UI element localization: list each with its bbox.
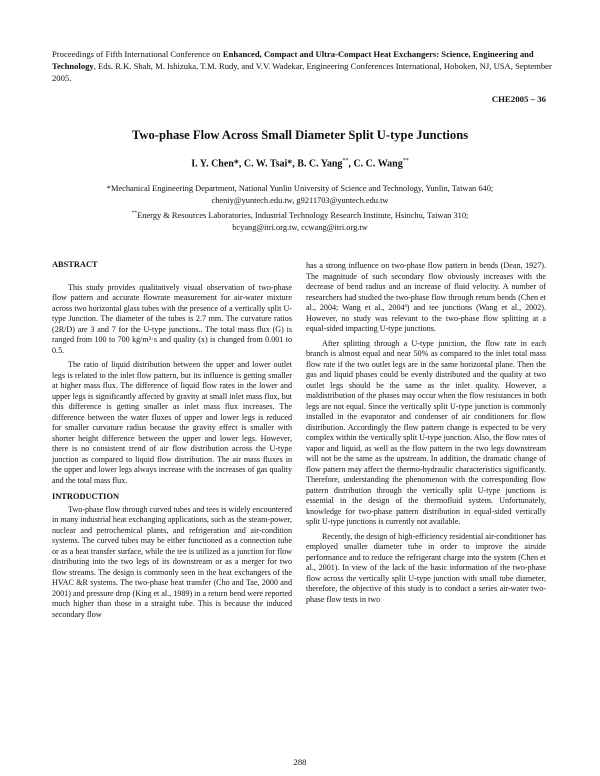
abstract-heading: ABSTRACT (52, 260, 98, 269)
right-column (306, 261, 546, 605)
author-mark-1: ** (342, 158, 349, 164)
proceedings-header (52, 48, 552, 85)
paper-code: CHE2005 – 36 (491, 94, 546, 104)
affiliations (70, 183, 530, 234)
introduction-heading: INTRODUCTION (52, 492, 120, 501)
affiliation-2-text: Energy & Resources Laboratories, Industrial Technology Research Institute, Hsinchu, Taiwan 310; (137, 210, 469, 220)
introduction-paragraph-3: Recently, the design of high-efficiency residential air-conditioner has employed smaller diameter tube in order to improve the airside performance and to reduce the refrigerant charge into the system (Chen et al., 2001). In view of the lack of the basic information of the two-phase flow across the vertically split U-type junction with small tube diameter, therefore, the objective of this study is to conduct a series air-water two-phase flow tests in two (306, 531, 546, 604)
introduction-paragraph-1-continued: has a strong influence on two-phase flow pattern in bends (Dean, 1927). The magnitude of such secondary flow obviously increases with the decrease of bend radius and an increase of fluid velocity. A number of researchers had studied the two-phase flow through return bends (Chen et al., 2004; Wang et al., 2004ª) and tee junctions (Wang et al., 2002). However, no study was relevant to the two-phase flow splitting at a equal-sided impacting U-type junctions. (306, 261, 546, 333)
authors-part-2: , C. C. Wang (348, 158, 403, 170)
introduction-paragraph-1: Two-phase flow through curved tubes and tees is widely encountered in many industrial heat exchanging applications, such as the steam-power, nuclear and petrochemical plants, and refrigeration and air-condition systems. The curved tubes may be either functioned as a connection tube or as a heat transfer surface, while the tee is utilized as a junction for flow distributing into the two legs of its downstream or as a merger for two flow streams. The design is commonly seen in the heat exchangers of the HVAC &R systems. The two-phase heat transfer (Cho and Tae, 2000 and 2001) and pressure drop (King et al., 1989) in a return bend were reported much higher than those in a straight tube. This is because the induced secondary flow (52, 504, 292, 619)
authors-part-1: I. Y. Chen*, C. W. Tsai*, B. C. Yang (191, 158, 343, 170)
abstract-paragraph-1: This study provides qualitatively visual observation of two-phase flow pattern and accurate flowrate measurement for air-water mixture across two horizontal glass tubes with the presence of a vertically split U-type Junction. The diameter of the tubes is 2.7 mm. The curvature ratios (2R/D) are 3 and 7 for the U-type junctions.. The total mass flux (G) is ranged from 100 to 700 kg/m²·s and quality (x) is changed from 0.001 to 0.5. (52, 282, 292, 355)
author-mark-2: ** (402, 158, 409, 164)
paper-title: Two-phase Flow Across Small Diameter Split U-type Junctions (131, 128, 469, 142)
left-column (52, 260, 292, 620)
affiliation-2-mark: ** (131, 210, 138, 216)
affiliation-1: *Mechanical Engineering Department, National Yunlin University of Science and Technology, Yunlin, Taiwan 640; (106, 184, 494, 193)
affiliation-2-emails: bcyang@itri.org.tw, ccwang@itri.org.tw (232, 222, 368, 232)
proceedings-prefix: Proceedings of Fifth International Conference on (52, 49, 223, 59)
conference-name: Enhanced, Compact and Ultra-Compact Heat Exchangers: Science, Engineering and Technology (52, 49, 534, 72)
proceedings-suffix: , Eds. R.K. Shah, M. Ishizuka, T.M. Rudy, and V.V. Wadekar, Engineering Conferences International, Hoboken, NJ, USA, September 2005. (52, 61, 552, 84)
author-list (0, 158, 600, 169)
affiliation-1-emails: cheniy@yuntech.edu.tw, g9211703@yuntech.edu.tw (211, 196, 389, 205)
abstract-paragraph-2: The ratio of liquid distribution between the upper and lower outlet legs is related to the inlet flow pattern, but its influence is getting smaller at higher mass flux. The difference of liquid flow rates in the lower and upper legs is significantly affected by gravity at small inlet mass flux, but this difference is getting smaller as inlet mass flux increases. The difference between the water fluxes of upper and lower legs is reduced for smaller curvature radius because the gravity effect is smaller with shorter height difference between the upper and lower legs. However, there is no consistent trend of air flow distribution across the U-type junction as compared to liquid flow distribution. The air mass fluxes in the upper and lower legs always increase with the increases of gas quality and the total mass flux. (52, 360, 292, 485)
page-number: 288 (293, 757, 307, 767)
affiliation-2 (70, 207, 530, 222)
introduction-paragraph-2: After splitting through a U-type junction, the flow rate in each branch is almost equal and near 50% as compared to the inlet total mass flow rate if the two outlet legs are in the same horizontal plane. Then the gas and liquid phases could be evenly distributed and the quality at two outlet legs should be the same as the inlet quality. However, a maldistribution of the phases may occur when the flow resistances in both legs are not equal. Since the vertically split U-type junction is commonly installed in the evaporator and condenser of air conditioners for flow distribution. Accordingly the flow pattern change is expected to be very complex within the vertically split U-type junction. Also, the flow rates of vapor and liquid, as well as the flow pattern in the two legs downstream will not be the same as the upstream. In addition, the dramatic change of flow pattern may affect the thermo-hydraulic characteristics significantly. Therefore, understanding the phenomenon with the corresponding flow pattern distribution through the vertically split U-type junctions is essential in the design of the thermofluid system. Unfortunately, knowledge for two-phase pattern distribution in equal-sided vertically split U-type junctions is currently not available. (306, 338, 546, 526)
